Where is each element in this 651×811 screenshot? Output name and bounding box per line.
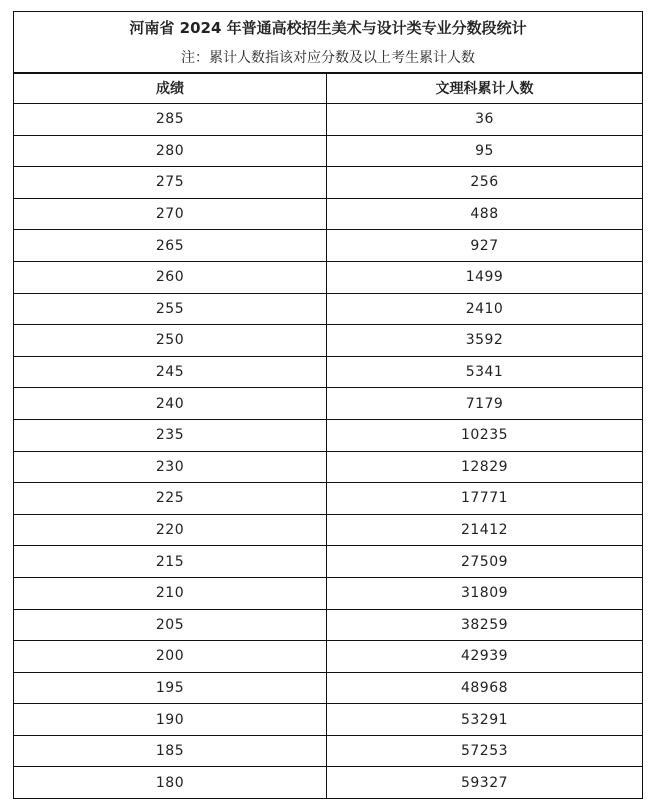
- table-row: [14, 672, 643, 704]
- cumulative-count-cell: 17771: [327, 483, 643, 515]
- table-header-row: [14, 73, 643, 104]
- cumulative-count-cell: 27509: [327, 546, 643, 578]
- table-row: [14, 356, 643, 388]
- cumulative-count-cell: 10235: [327, 419, 643, 451]
- table-note-row: [14, 43, 643, 73]
- score-cell: 260: [14, 261, 327, 293]
- score-cell: 200: [14, 641, 327, 673]
- cumulative-count-cell: 31809: [327, 577, 643, 609]
- table-row: [14, 546, 643, 578]
- cumulative-count-cell: 53291: [327, 704, 643, 736]
- cumulative-count-cell: 2410: [327, 293, 643, 325]
- score-cell: 255: [14, 293, 327, 325]
- table-row: [14, 293, 643, 325]
- table-row: [14, 261, 643, 293]
- table-row: [14, 135, 643, 167]
- score-cell: 180: [14, 767, 327, 799]
- score-cell: 215: [14, 546, 327, 578]
- score-distribution-table: [13, 11, 643, 799]
- score-cell: 205: [14, 609, 327, 641]
- score-cell: 270: [14, 198, 327, 230]
- score-cell: 240: [14, 388, 327, 420]
- score-cell: 230: [14, 451, 327, 483]
- cumulative-count-cell: 42939: [327, 641, 643, 673]
- cumulative-count-cell: 1499: [327, 261, 643, 293]
- table-title: 河南省 2024 年普通高校招生美术与设计类专业分数段统计: [14, 12, 643, 43]
- table-row: [14, 325, 643, 357]
- table-row: [14, 198, 643, 230]
- cumulative-count-cell: 5341: [327, 356, 643, 388]
- cumulative-count-cell: 38259: [327, 609, 643, 641]
- table-row: [14, 451, 643, 483]
- table-row: [14, 419, 643, 451]
- cumulative-count-cell: 95: [327, 135, 643, 167]
- cumulative-count-cell: 927: [327, 230, 643, 262]
- score-cell: 220: [14, 514, 327, 546]
- cumulative-count-cell: 57253: [327, 735, 643, 767]
- score-cell: 265: [14, 230, 327, 262]
- cumulative-count-cell: 256: [327, 167, 643, 199]
- cumulative-count-cell: 48968: [327, 672, 643, 704]
- score-cell: 280: [14, 135, 327, 167]
- table-row: [14, 735, 643, 767]
- table-row: [14, 767, 643, 799]
- score-cell: 195: [14, 672, 327, 704]
- score-cell: 190: [14, 704, 327, 736]
- cumulative-count-cell: 12829: [327, 451, 643, 483]
- cumulative-column-header: 文理科累计人数: [327, 73, 643, 104]
- cumulative-count-cell: 7179: [327, 388, 643, 420]
- score-cell: 210: [14, 577, 327, 609]
- score-cell: 235: [14, 419, 327, 451]
- table-row: [14, 577, 643, 609]
- score-cell: 285: [14, 104, 327, 136]
- cumulative-count-cell: 36: [327, 104, 643, 136]
- cumulative-count-cell: 21412: [327, 514, 643, 546]
- table-note: 注：累计人数指该对应分数及以上考生累计人数: [14, 43, 643, 73]
- score-cell: 250: [14, 325, 327, 357]
- score-distribution-table-container: [13, 11, 642, 799]
- score-cell: 225: [14, 483, 327, 515]
- table-row: [14, 704, 643, 736]
- cumulative-count-cell: 488: [327, 198, 643, 230]
- table-title-row: [14, 12, 643, 43]
- score-cell: 245: [14, 356, 327, 388]
- score-column-header: 成绩: [14, 73, 327, 104]
- score-cell: 185: [14, 735, 327, 767]
- table-row: [14, 641, 643, 673]
- table-row: [14, 514, 643, 546]
- table-row: [14, 230, 643, 262]
- cumulative-count-cell: 59327: [327, 767, 643, 799]
- table-row: [14, 104, 643, 136]
- cumulative-count-cell: 3592: [327, 325, 643, 357]
- score-cell: 275: [14, 167, 327, 199]
- table-row: [14, 483, 643, 515]
- table-row: [14, 388, 643, 420]
- table-row: [14, 609, 643, 641]
- table-row: [14, 167, 643, 199]
